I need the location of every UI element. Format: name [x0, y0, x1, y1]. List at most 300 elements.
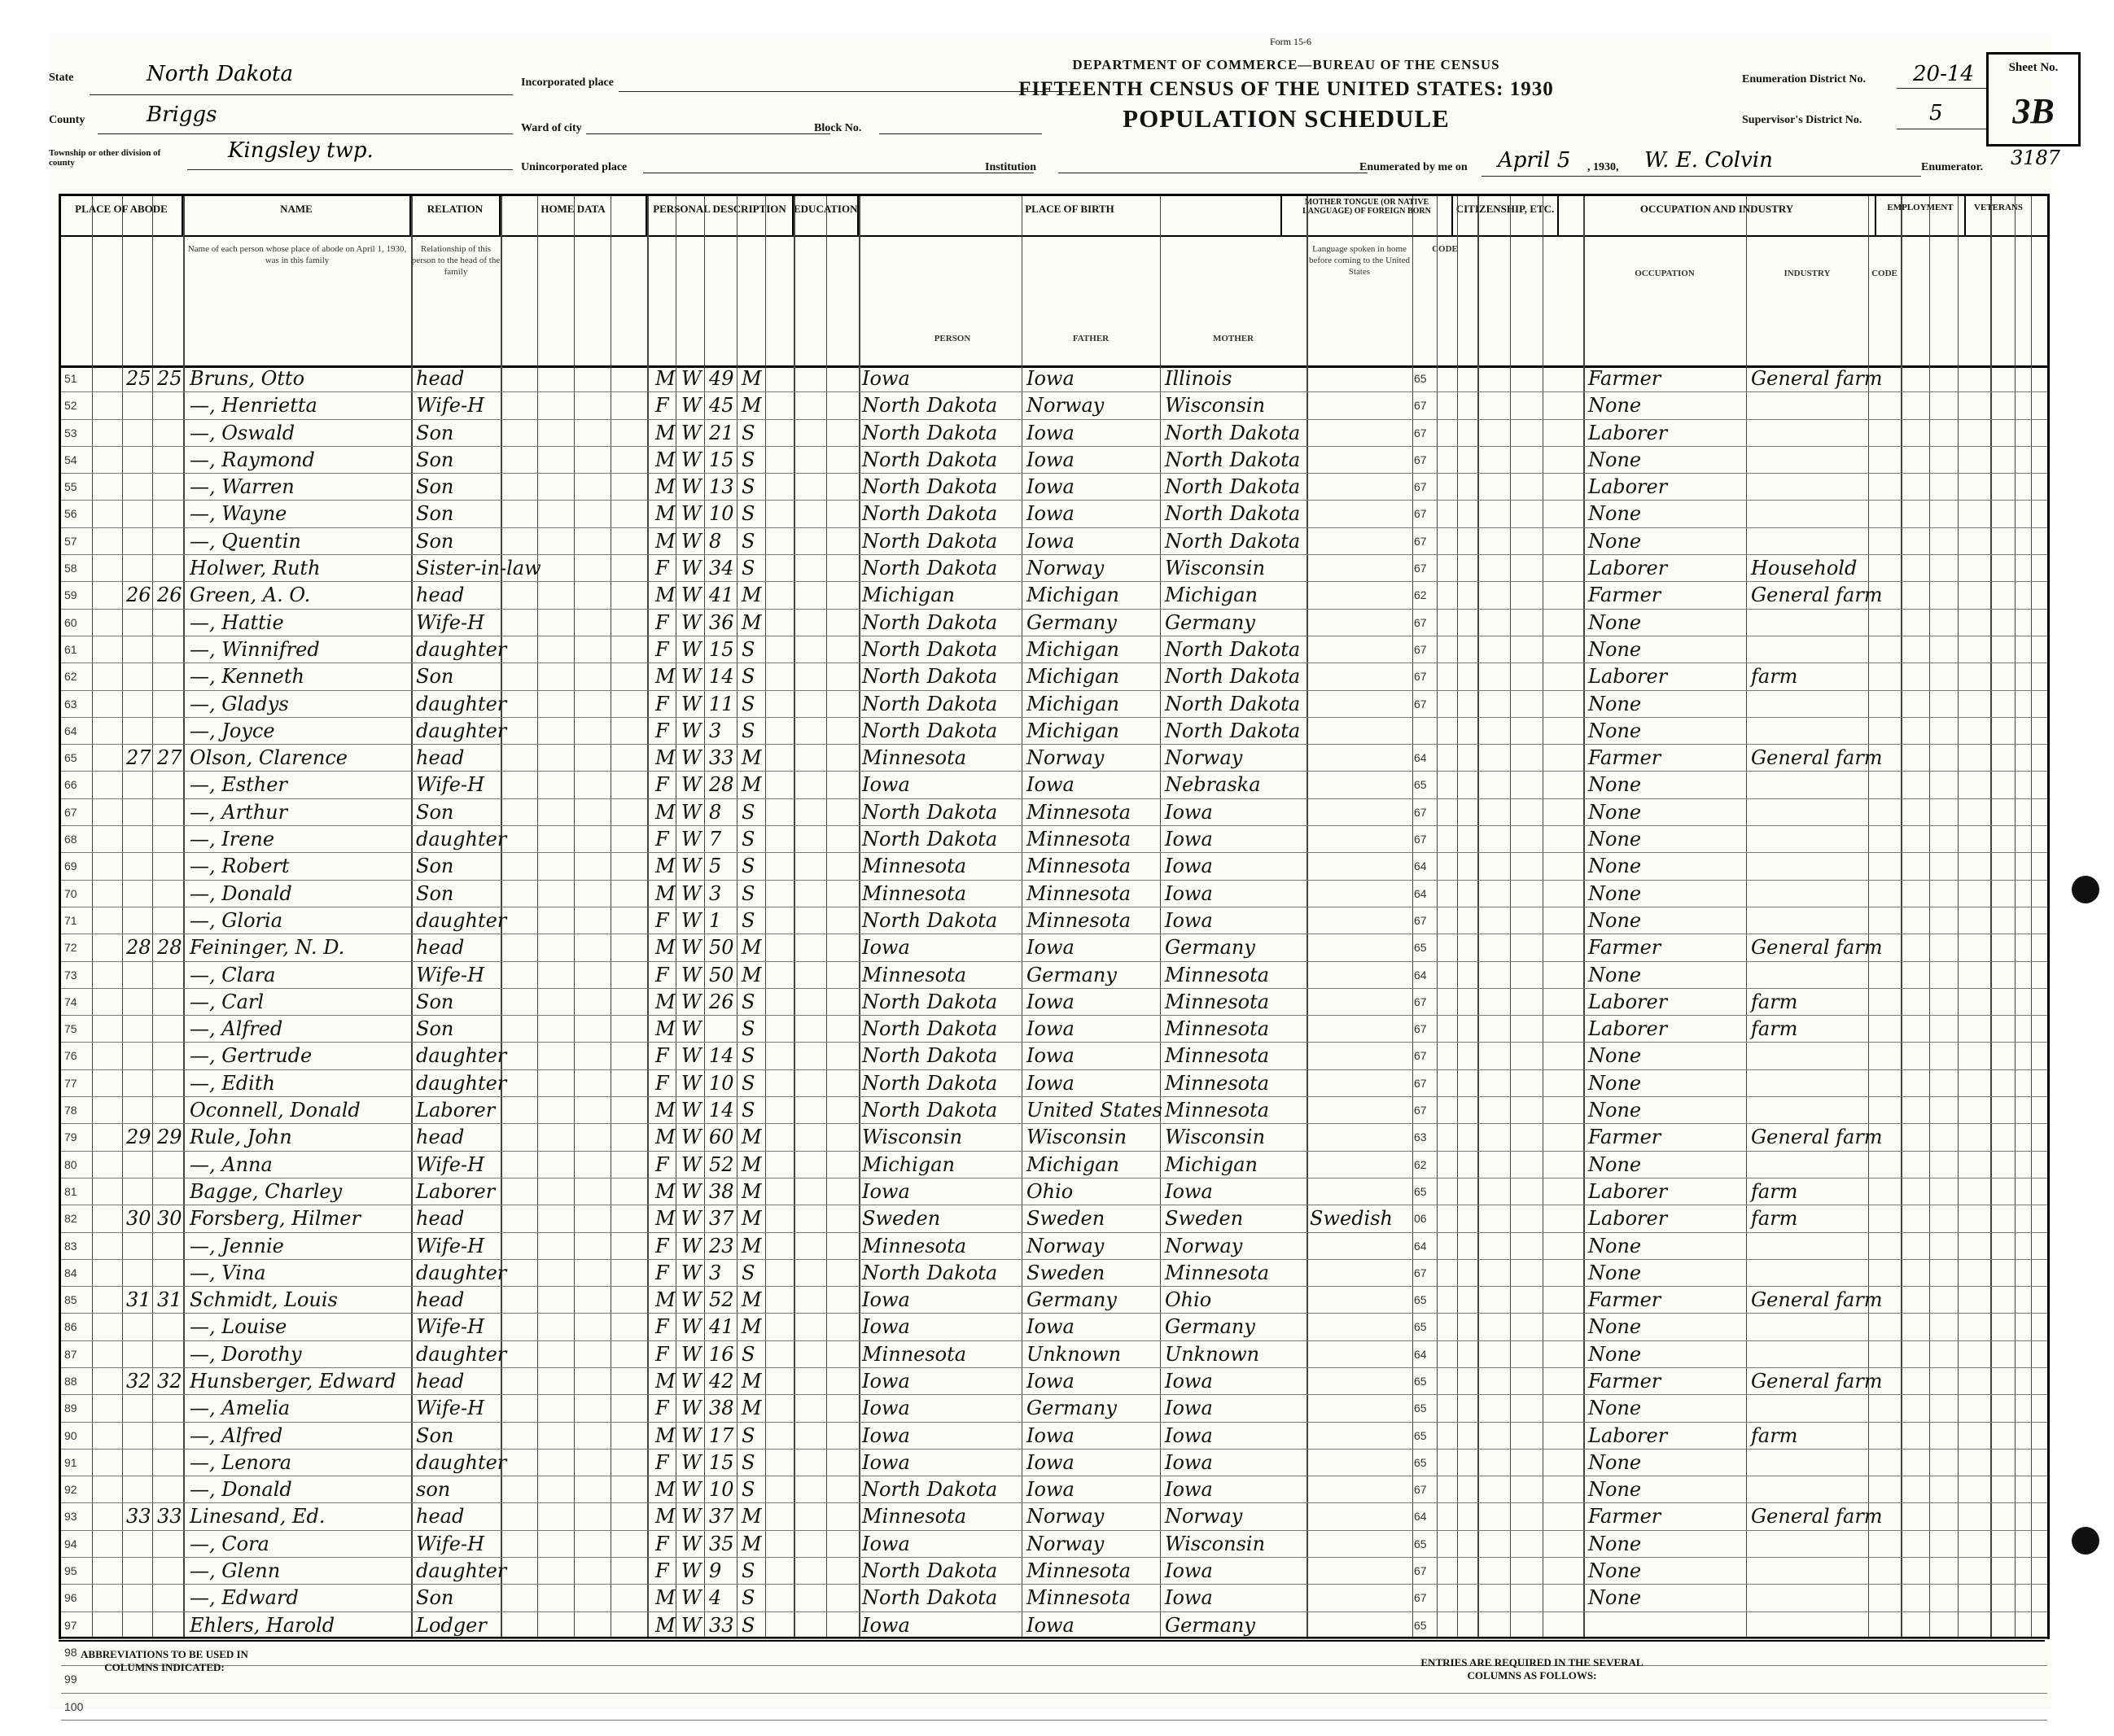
institution-label: Institution [985, 161, 1037, 173]
cell-marital: M [742, 1207, 762, 1231]
cell-sex: M [655, 936, 676, 960]
sheet-number-box [1986, 52, 2081, 146]
cell-sex: M [655, 1207, 676, 1231]
cell-line: 55 [64, 480, 77, 494]
cell-code: 64 [1414, 859, 1427, 873]
cell-father: Iowa [1026, 1369, 1075, 1393]
cell-father: Iowa [1026, 421, 1075, 444]
cell-dwelling: 32 [126, 1369, 151, 1393]
cell-marital: M [742, 1369, 762, 1393]
cell-race: W [681, 584, 702, 607]
cell-marital: M [742, 394, 762, 418]
cell-relation: daughter [416, 719, 507, 742]
cell-race: W [681, 637, 702, 661]
cell-code: 65 [1414, 372, 1427, 385]
cell-dwelling: 33 [126, 1505, 151, 1528]
cell-birth: Iowa [862, 1532, 910, 1555]
cell-sex: F [655, 637, 669, 661]
cell-occupation: Laborer [1588, 557, 1668, 580]
cell-marital: S [742, 719, 755, 742]
cell-name: —, Alfred [190, 1423, 283, 1447]
cell-name: Rule, John [190, 1126, 292, 1149]
cell-age: 41 [709, 584, 734, 607]
subhdr-person: PERSON [934, 334, 971, 343]
cell-relation: Son [416, 665, 454, 689]
table-row [61, 1395, 2047, 1422]
cell-relation: head [416, 1126, 465, 1149]
cell-mother: North Dakota [1165, 529, 1301, 553]
cell-race: W [681, 773, 702, 797]
cell-marital: M [742, 610, 762, 634]
cell-age: 50 [709, 963, 734, 986]
cell-family: 25 [157, 367, 182, 390]
cell-marital: M [742, 1397, 762, 1420]
cell-occupation: None [1588, 828, 1642, 851]
cell-line: 65 [64, 751, 77, 765]
cell-line: 92 [64, 1483, 77, 1497]
cell-code: 65 [1414, 1374, 1427, 1388]
cell-age: 23 [709, 1234, 734, 1257]
cell-age: 3 [709, 1261, 722, 1284]
cell-name: —, Gladys [190, 692, 289, 715]
table-row [61, 365, 2047, 392]
cell-relation: Son [416, 1017, 454, 1041]
cell-name: —, Edward [190, 1586, 299, 1610]
cell-line: 68 [64, 833, 77, 846]
cell-dwelling: 25 [126, 367, 151, 390]
cell-marital: S [742, 1478, 755, 1502]
cell-mother: Minnesota [1165, 990, 1270, 1013]
cell-occupation: Laborer [1588, 1179, 1668, 1203]
cell-age: 60 [709, 1126, 734, 1149]
cell-race: W [681, 557, 702, 580]
cell-name: Ehlers, Harold [190, 1613, 335, 1637]
cell-line: 52 [64, 399, 77, 413]
cell-name: —, Clara [190, 963, 276, 986]
table-row [61, 1558, 2047, 1585]
cell-marital: S [742, 1044, 755, 1068]
cell-age: 5 [709, 855, 722, 878]
cell-name: —, Cora [190, 1532, 269, 1555]
cell-mother: Iowa [1165, 1478, 1213, 1502]
cell-marital: M [742, 936, 762, 960]
cell-dwelling: 30 [126, 1207, 151, 1231]
cell-sex: M [655, 502, 676, 526]
cell-code: 67 [1414, 1104, 1427, 1117]
cell-race: W [681, 1152, 702, 1176]
cell-sex: M [655, 448, 676, 471]
cell-occupation: None [1588, 908, 1642, 932]
cell-occupation: None [1588, 1261, 1642, 1284]
cell-birth: Minnesota [862, 1505, 967, 1528]
cell-occupation: Farmer [1588, 1288, 1661, 1312]
subhdr-industry: INDUSTRY [1784, 269, 1831, 278]
cell-birth: Iowa [862, 1369, 910, 1393]
cell-line: 62 [64, 670, 77, 684]
department-title: DEPARTMENT OF COMMERCE—BUREAU OF THE CENSUS [1072, 57, 1500, 72]
cell-birth: North Dakota [862, 1099, 998, 1122]
cell-mother: Minnesota [1165, 1071, 1270, 1095]
cell-name: —, Donald [190, 881, 292, 905]
cell-sex: F [655, 692, 669, 715]
cell-father: Iowa [1026, 1017, 1075, 1041]
cell-mother: Michigan [1165, 584, 1258, 607]
cell-occupation: None [1588, 529, 1642, 553]
cell-mother: North Dakota [1165, 692, 1301, 715]
cell-occupation: Laborer [1588, 475, 1668, 499]
cell-line: 56 [64, 507, 77, 521]
cell-line: 74 [64, 995, 77, 1008]
cell-family: 29 [157, 1126, 182, 1149]
cell-mother: Iowa [1165, 1179, 1213, 1203]
cell-family: 32 [157, 1369, 182, 1393]
cell-birth: Iowa [862, 1288, 910, 1312]
col-place-of-abode: PLACE OF ABODE [61, 196, 183, 235]
cell-age: 9 [709, 1559, 722, 1583]
cell-age: 21 [709, 421, 734, 444]
sheet-value: 3B [2012, 91, 2055, 131]
cell-father: Michigan [1026, 1152, 1119, 1176]
subhdr-father: FATHER [1072, 334, 1110, 343]
cell-industry: farm [1751, 1207, 1798, 1231]
cell-father: Iowa [1026, 475, 1075, 499]
cell-mother: Iowa [1165, 1369, 1213, 1393]
cell-race: W [681, 1288, 702, 1312]
table-row [61, 1287, 2047, 1314]
cell-sex: M [655, 855, 676, 878]
cell-name: Linesand, Ed. [190, 1505, 326, 1528]
cell-marital: M [742, 1288, 762, 1312]
cell-code: 64 [1414, 886, 1427, 900]
cell-father: Sweden [1026, 1207, 1105, 1231]
enumerated-label: Enumerated by me on [1359, 161, 1468, 173]
cell-birth: North Dakota [862, 1044, 998, 1068]
cell-sex: M [655, 367, 676, 390]
cell-birth: Minnesota [862, 963, 967, 986]
cell-name: —, Carl [190, 990, 265, 1013]
cell-line: 82 [64, 1212, 77, 1226]
cell-code: 67 [1414, 399, 1427, 413]
table-row [61, 799, 2047, 826]
cell-race: W [681, 421, 702, 444]
cell-relation: head [416, 584, 465, 607]
subhdr-occ-code: CODE [1871, 269, 1897, 278]
cell-race: W [681, 1342, 702, 1366]
cell-father: Michigan [1026, 719, 1119, 742]
cell-marital: M [742, 1315, 762, 1339]
cell-age: 36 [709, 610, 734, 634]
cell-line: 79 [64, 1130, 77, 1144]
cell-birth: North Dakota [862, 828, 998, 851]
cell-name: —, Wayne [190, 502, 287, 526]
cell-race: W [681, 448, 702, 471]
cell-line: 69 [64, 859, 77, 873]
cell-father: Germany [1026, 1288, 1117, 1312]
ward-label: Ward of city [521, 122, 582, 134]
cell-relation: Wife-H [416, 773, 485, 797]
cell-name: —, Gertrude [190, 1044, 313, 1068]
cell-race: W [681, 881, 702, 905]
cell-age: 14 [709, 1099, 734, 1122]
cell-line: 53 [64, 426, 77, 439]
cell-line: 86 [64, 1320, 77, 1334]
cell-father: Iowa [1026, 1071, 1075, 1095]
cell-name: —, Dorothy [190, 1342, 302, 1366]
cell-mother: Germany [1165, 1315, 1255, 1339]
cell-age: 50 [709, 936, 734, 960]
cell-code: 64 [1414, 1347, 1427, 1361]
cell-father: Sweden [1026, 1261, 1105, 1284]
cell-father: Iowa [1026, 773, 1075, 797]
cell-family: 27 [157, 746, 182, 770]
sheet-label: Sheet No. [2008, 61, 2059, 74]
cell-sex: F [655, 1044, 669, 1068]
cell-industry: farm [1751, 1179, 1798, 1203]
cell-industry: General farm [1751, 936, 1883, 960]
cell-age: 13 [709, 475, 734, 499]
block-label: Block No. [814, 122, 862, 134]
cell-marital: M [742, 584, 762, 607]
cell-race: W [681, 529, 702, 553]
cell-age: 33 [709, 1613, 734, 1637]
cell-name: —, Joyce [190, 719, 275, 742]
cell-line: 58 [64, 562, 77, 575]
cell-line: 78 [64, 1104, 77, 1117]
cell-race: W [681, 1397, 702, 1420]
cell-sex: M [655, 1423, 676, 1447]
cell-age: 3 [709, 881, 722, 905]
cell-relation: Wife-H [416, 963, 485, 986]
cell-occupation: None [1588, 1586, 1642, 1610]
cell-occupation: Farmer [1588, 746, 1661, 770]
cell-occupation: None [1588, 963, 1642, 986]
cell-race: W [681, 1450, 702, 1474]
cell-family: 30 [157, 1207, 182, 1231]
cell-age: 45 [709, 394, 734, 418]
cell-age: 14 [709, 665, 734, 689]
cell-father: Ohio [1026, 1179, 1074, 1203]
cell-mother: Norway [1165, 1505, 1243, 1528]
cell-birth: Minnesota [862, 1234, 967, 1257]
cell-line: 70 [64, 886, 77, 900]
cell-marital: S [742, 1071, 755, 1095]
cell-code: 65 [1414, 1184, 1427, 1198]
cell-mother: Ohio [1165, 1288, 1212, 1312]
cell-sex: M [655, 1478, 676, 1502]
cell-race: W [681, 1044, 702, 1068]
cell-age: 38 [709, 1397, 734, 1420]
cell-occupation: None [1588, 1315, 1642, 1339]
cell-father: Iowa [1026, 529, 1075, 553]
cell-code: 63 [1414, 1130, 1427, 1144]
cell-race: W [681, 610, 702, 634]
cell-birth: North Dakota [862, 665, 998, 689]
cell-code: 67 [1414, 670, 1427, 684]
cell-code: 62 [1414, 1157, 1427, 1171]
cell-father: Iowa [1026, 1044, 1075, 1068]
cell-race: W [681, 719, 702, 742]
cell-code: 67 [1414, 697, 1427, 711]
cell-race: W [681, 990, 702, 1013]
cell-name: Bruns, Otto [190, 367, 305, 390]
cell-line: 60 [64, 615, 77, 629]
cell-father: Michigan [1026, 692, 1119, 715]
cell-sex: M [655, 529, 676, 553]
cell-father: Michigan [1026, 584, 1119, 607]
cell-relation: head [416, 1288, 465, 1312]
cell-family: 28 [157, 936, 182, 960]
cell-relation: Wife-H [416, 610, 485, 634]
cell-name: Feininger, N. D. [190, 936, 345, 960]
cell-sex: M [655, 1017, 676, 1041]
cell-birth: North Dakota [862, 1586, 998, 1610]
col-employment: EMPLOYMENT [1876, 196, 1966, 235]
cell-code: 64 [1414, 751, 1427, 765]
col-mother-tongue: MOTHER TONGUE (OR NATIVE LANGUAGE) OF FOREIGN BORN [1282, 196, 1453, 235]
cell-code: 64 [1414, 1239, 1427, 1253]
cell-mother: North Dakota [1165, 475, 1301, 499]
cell-occupation: None [1588, 1152, 1642, 1176]
cell-mother: Sweden [1165, 1207, 1244, 1231]
schedule-footer [59, 1640, 2045, 1707]
cell-occupation: None [1588, 1450, 1642, 1474]
cell-sex: M [655, 1099, 676, 1122]
cell-occupation: None [1588, 800, 1642, 824]
cell-birth: Sweden [862, 1207, 941, 1231]
cell-birth: Michigan [862, 584, 955, 607]
cell-marital: M [742, 773, 762, 797]
cell-mother: Minnesota [1165, 1261, 1270, 1284]
cell-birth: North Dakota [862, 557, 998, 580]
cell-relation: head [416, 1207, 465, 1231]
cell-occupation: None [1588, 1559, 1642, 1583]
census-rows [61, 365, 2047, 1721]
col-citizenship: CITIZENSHIP, ETC. [1453, 196, 1559, 235]
cell-mother: Iowa [1165, 828, 1213, 851]
cell-name: —, Hattie [190, 610, 284, 634]
cell-code: 65 [1414, 941, 1427, 955]
cell-mother: North Dakota [1165, 448, 1301, 471]
cell-code: 67 [1414, 615, 1427, 629]
cell-code: 65 [1414, 1320, 1427, 1334]
cell-race: W [681, 1071, 702, 1095]
cell-marital: S [742, 800, 755, 824]
cell-marital: M [742, 1505, 762, 1528]
cell-race: W [681, 1207, 702, 1231]
cell-dwelling: 31 [126, 1288, 151, 1312]
cell-birth: North Dakota [862, 529, 998, 553]
cell-name: —, Vina [190, 1261, 266, 1284]
cell-race: W [681, 1369, 702, 1393]
table-row [61, 1205, 2047, 1232]
cell-line: 84 [64, 1266, 77, 1279]
cell-mother: Nebraska [1165, 773, 1261, 797]
col-education: EDUCATION [794, 196, 859, 235]
cell-race: W [681, 1559, 702, 1583]
cell-industry: General farm [1751, 1369, 1883, 1393]
table-row [61, 853, 2047, 880]
cell-age: 3 [709, 719, 722, 742]
cell-relation: Son [416, 529, 454, 553]
cell-industry: General farm [1751, 1505, 1883, 1528]
cell-sex: M [655, 421, 676, 444]
table-row [61, 528, 2047, 555]
cell-marital: S [742, 1423, 755, 1447]
table-row [61, 907, 2047, 934]
cell-father: Iowa [1026, 1613, 1075, 1637]
cell-mother: Wisconsin [1165, 557, 1266, 580]
cell-father: Iowa [1026, 1450, 1075, 1474]
cell-name: —, Robert [190, 855, 290, 878]
cell-marital: S [742, 990, 755, 1013]
cell-marital: S [742, 908, 755, 932]
cell-name: —, Amelia [190, 1397, 291, 1420]
cell-name: Holwer, Ruth [190, 557, 321, 580]
table-row [61, 718, 2047, 745]
cell-birth: Minnesota [862, 746, 967, 770]
incorporated-label: Incorporated place [521, 77, 614, 89]
cell-relation: Sister-in-law [416, 557, 541, 580]
table-row [61, 772, 2047, 798]
cell-father: Minnesota [1026, 1586, 1131, 1610]
cell-race: W [681, 502, 702, 526]
cell-age: 1 [709, 908, 722, 932]
cell-father: Iowa [1026, 502, 1075, 526]
cell-name: —, Lenora [190, 1450, 292, 1474]
cell-marital: S [742, 1017, 755, 1041]
cell-father: Norway [1026, 557, 1105, 580]
cell-occupation: None [1588, 1532, 1642, 1555]
cell-line: 73 [64, 968, 77, 982]
cell-race: W [681, 475, 702, 499]
cell-birth: Iowa [862, 773, 910, 797]
cell-occupation: None [1588, 1099, 1642, 1122]
cell-occupation: Laborer [1588, 421, 1668, 444]
cell-line: 85 [64, 1293, 77, 1307]
cell-birth: Iowa [862, 1315, 910, 1339]
cell-sex: F [655, 610, 669, 634]
cell-name: —, Alfred [190, 1017, 283, 1041]
cell-sex: F [655, 1450, 669, 1474]
cell-industry: General farm [1751, 746, 1883, 770]
cell-line: 95 [64, 1564, 77, 1578]
cell-occupation: Laborer [1588, 665, 1668, 689]
table-row [61, 881, 2047, 907]
cell-line: 87 [64, 1347, 77, 1361]
col-name: NAME [183, 196, 411, 235]
subhdr-mother: MOTHER [1212, 334, 1254, 343]
cell-name: Forsberg, Hilmer [190, 1207, 361, 1231]
cell-occupation: None [1588, 1234, 1642, 1257]
table-row [61, 392, 2047, 419]
cell-father: Minnesota [1026, 881, 1131, 905]
table-row [61, 1450, 2047, 1476]
cell-mother: Germany [1165, 1613, 1255, 1637]
cell-code: 65 [1414, 1428, 1427, 1442]
cell-occupation: Laborer [1588, 990, 1668, 1013]
cell-line: 81 [64, 1184, 77, 1198]
table-row [61, 1476, 2047, 1503]
table-row [61, 1152, 2047, 1178]
cell-name: —, Arthur [190, 800, 288, 824]
cell-code: 67 [1414, 642, 1427, 656]
census-title: FIFTEENTH CENSUS OF THE UNITED STATES: 1930 [1018, 78, 1554, 100]
cell-relation: Wife-H [416, 1152, 485, 1176]
cell-line: 77 [64, 1076, 77, 1090]
cell-line: 61 [64, 642, 77, 656]
cell-birth: Minnesota [862, 881, 967, 905]
cell-name: —, Oswald [190, 421, 295, 444]
